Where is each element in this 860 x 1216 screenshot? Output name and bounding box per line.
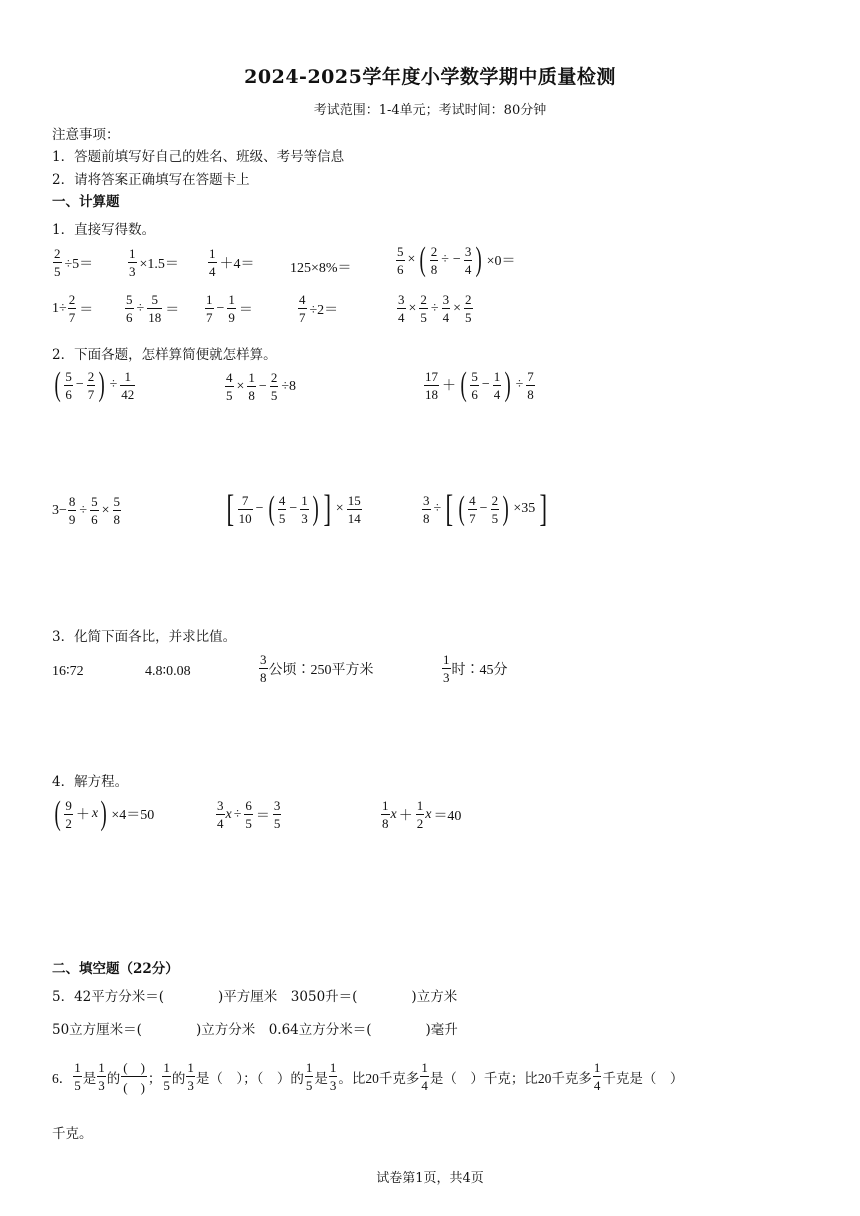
expression: $\frac{1}{3}$ ×1.5＝	[129, 246, 179, 279]
expression: 3− $\frac{8}{9}$ ÷ $\frac{5}{6}$ × $\frac{5}{8}$	[52, 494, 120, 527]
question-prompt: 4．解方程。	[52, 774, 129, 790]
expression: $\frac{5}{6}$ ÷ $\frac{5}{18}$ ＝	[126, 292, 180, 325]
expression: 125×8%＝	[290, 261, 352, 276]
expression: $\frac{1}{7}$ − $\frac{1}{9}$ ＝	[206, 292, 253, 325]
question-number: 6．	[52, 1070, 73, 1086]
expression: $\frac{1}{4}$ ＋4＝	[209, 246, 255, 279]
notes-heading: 注意事项：	[52, 127, 120, 143]
page-footer: 试卷第1页，共4页	[376, 1171, 484, 1186]
note-item: 2．请将答案正确填写在答题卡上	[52, 172, 250, 188]
expression: $\frac{17}{18}$ ＋ ( $\frac{5}{6}$ − $\frac{1}{4}$ ) ÷ $\frac{7}{8}$	[425, 366, 534, 403]
expression: $\frac{2}{5}$ ÷5＝	[54, 246, 94, 279]
fill-blank-line: 5．42平方分米＝( )平方厘米 3050升＝( )立方米	[52, 989, 458, 1005]
ratio-item: $\frac{3}{8}$ 公顷∶250平方米	[260, 652, 374, 685]
note-item: 1．答题前填写好自己的姓名、班级、考号等信息	[52, 149, 345, 165]
question-prompt: 1．直接写得数。	[52, 222, 156, 238]
ratio-text: 公顷∶250平方米	[268, 662, 374, 678]
ratio-item: $\frac{1}{3}$ 时∶45分	[443, 652, 508, 685]
fill-blank-line: 千克。	[52, 1126, 93, 1142]
expression: $\frac{4}{7}$ ÷2＝	[299, 292, 339, 325]
equation: ( $\frac{9}{2}$ ＋ x ) ×4＝50	[54, 795, 155, 832]
equation: $\frac{1}{8}$ x ＋ $\frac{1}{2}$ x ＝40	[382, 798, 462, 831]
ratio-item: 4.8∶0.08	[145, 664, 191, 679]
ratio-text: 时∶45分	[451, 662, 508, 678]
exam-info: 考试范围：1-4单元；考试时间：80分钟	[313, 103, 547, 118]
expression: $\frac{4}{5}$ × $\frac{1}{8}$ − $\frac{2}{5}$ ÷8	[226, 370, 296, 403]
ratio-item: 16∶72	[52, 664, 84, 679]
expression: $\frac{5}{6}$ × ( $\frac{2}{8}$ ÷ − $\frac{3}{4}$ ) ×0＝	[397, 241, 516, 278]
expression: [ $\frac{7}{10}$ − ( $\frac{4}{5}$ − $\frac{1}{3}$ ) ] × $\frac{15}{14}$	[226, 488, 361, 530]
section-heading: 二、填空题（22分）	[52, 961, 179, 977]
expression: $\frac{3}{4}$ × $\frac{2}{5}$ ÷ $\frac{3}{4}$ × $\frac{2}{5}$	[398, 292, 472, 325]
question-prompt: 3．化简下面各比，并求比值。	[52, 629, 237, 645]
fill-blank-line: 6． $\frac{1}{5}$ 是 $\frac{1}{3}$ 的 ( ) ( ) ； $\frac{1}{5}$ 的 $\frac{1}{3}$ 是（ ）；（ ）的 $\frac{1}{5}$ 是 $\frac{1}{3}$ 。比20千克多 $\frac{1}{4}$ 是（ ）千克；比20千克多 $\frac{1}{4}$ 千克是（ ）	[52, 1060, 684, 1095]
page-title: 2024-2025学年度小学数学期中质量检测	[244, 66, 616, 88]
expression: 1÷ $\frac{2}{7}$ ＝	[52, 292, 94, 325]
expression: ( $\frac{5}{6}$ − $\frac{2}{7}$ ) ÷ $\frac{1}{42}$	[54, 366, 135, 403]
section-heading: 一、计算题	[52, 194, 120, 210]
equation: $\frac{3}{4}$ x ÷ $\frac{6}{5}$ ＝ $\frac{3}{5}$	[217, 798, 281, 831]
question-prompt: 2．下面各题，怎样算简便就怎样算。	[52, 347, 277, 363]
expression: $\frac{3}{8}$ ÷ [ ( $\frac{4}{7}$ − $\frac{2}{5}$ ) ×35 ]	[423, 488, 548, 530]
fill-blank-line: 50立方厘米＝( )立方分米 0.64立方分米＝( )毫升	[52, 1022, 458, 1038]
